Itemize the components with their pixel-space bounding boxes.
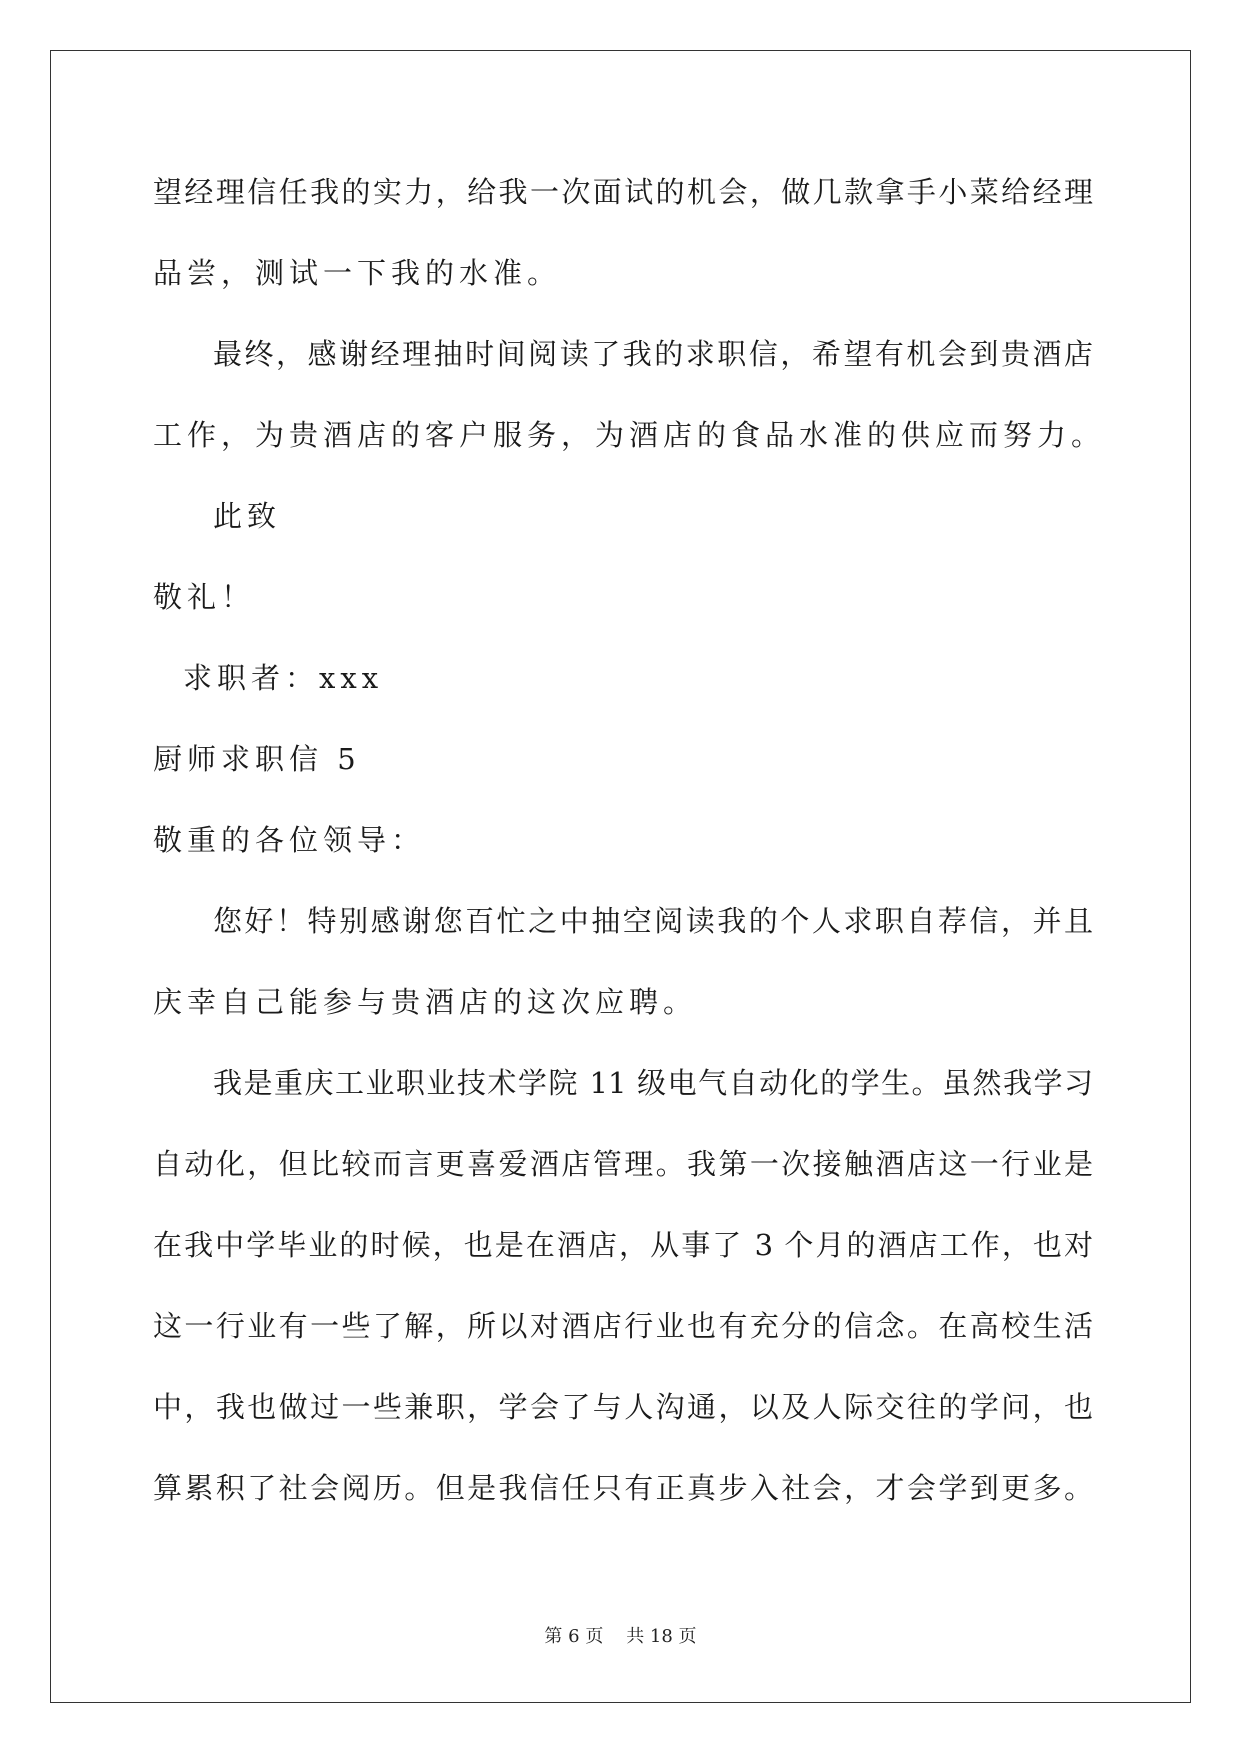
paragraph-start: 我是重庆工业职业技术学院 11 级电气自动化的学生。虽然我学习	[213, 1066, 1093, 1100]
text-line: 望经理信任我的实力，给我一次面试的机会，做几款拿手小菜给经理	[153, 175, 1093, 209]
document-body	[153, 160, 1106, 1537]
paragraph-start: 您好！特别感谢您百忙之中抽空阅读我的个人求职自荐信，并且	[213, 904, 1093, 938]
closing-regards: 敬礼！	[153, 580, 256, 614]
text-line: 品尝，测试一下我的水准。	[153, 256, 562, 290]
text-line: 这一行业有一些了解，所以对酒店行业也有充分的信念。在高校生活	[153, 1309, 1093, 1343]
page-number: 第 6 页 共 18 页	[544, 1626, 697, 1647]
section-title: 厨师求职信 5	[153, 742, 361, 776]
closing-salutation: 此致	[213, 499, 282, 533]
text-line: 算累积了社会阅历。但是我信任只有正真步入社会，才会学到更多。	[153, 1471, 1093, 1505]
text-line: 自动化，但比较而言更喜爱酒店管理。我第一次接触酒店这一行业是	[153, 1147, 1093, 1181]
text-line: 中，我也做过一些兼职，学会了与人沟通，以及人际交往的学问，也	[153, 1390, 1093, 1424]
paragraph-start: 最终，感谢经理抽时间阅读了我的求职信，希望有机会到贵酒店	[213, 337, 1093, 371]
text-line: 庆幸自己能参与贵酒店的这次应聘。	[153, 985, 698, 1019]
letter-greeting: 敬重的各位领导：	[153, 823, 426, 857]
signature-line: 求职者：xxx	[183, 661, 384, 695]
text-line: 工作，为贵酒店的客户服务，为酒店的食品水准的供应而努力。	[153, 418, 1106, 452]
text-line: 在我中学毕业的时候，也是在酒店，从事了 3 个月的酒店工作，也对	[153, 1228, 1093, 1262]
